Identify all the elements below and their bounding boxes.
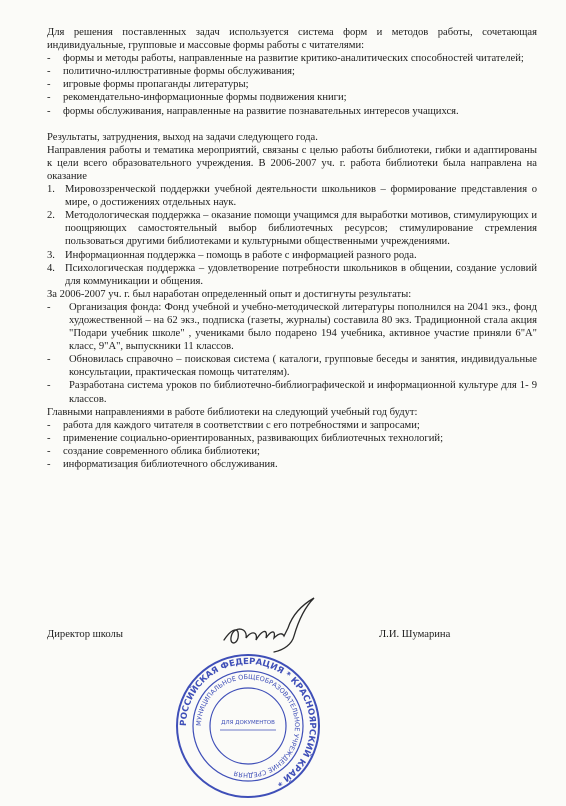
list-text: Психологическая поддержка – удовлетворение потребности школьников в общении, создание условий для коммуникации и общения. [65, 262, 537, 287]
list-item: - работа для каждого читателя в соответствии с его потребностями и запросами; [47, 419, 537, 432]
stamp-outer-text: РОССИЙСКАЯ ФЕДЕРАЦИЯ * КРАСНОЯРСКИЙ КРАЙ * [178, 656, 318, 788]
directions-list [47, 183, 537, 288]
signature-stroke [224, 598, 314, 652]
list-text: Мировоззренческой поддержки учебной деятельности школьников – формирование представления о мире, о достижениях отдельных наук. [65, 184, 537, 209]
list-number: 1. [47, 184, 55, 196]
list-text: Информационная поддержка – помощь в работе с информацией разного рода. [65, 249, 417, 261]
list-item: - формы обслуживания, направленные на развитие познавательных интересов учащихся. [47, 105, 537, 118]
next-year-list [47, 419, 537, 471]
official-stamp [174, 652, 322, 800]
list-item [47, 249, 537, 262]
signatory-role: Директор школы [47, 629, 123, 640]
list-number: 2. [47, 210, 55, 222]
list-number: 3. [47, 249, 55, 261]
signatory-name: Л.И. Шумарина [379, 629, 451, 640]
list-item: - Организация фонда: Фонд учебной и учебно-методической литературы пополнился на 2041 экз., фонд художественной – на 62 экз., подписка (газеты, журналы) составила 80 экз. Традиционной стала акция "Подари учебник школе" , учениками было подарено 194 учебника, активное участие приняли 6"А" класс, 9"А", выпускники 11 классов. [47, 301, 537, 353]
forms-list [47, 52, 537, 117]
list-item: - формы и методы работы, направленные на развитие критико-аналитических способностей читателей; [47, 52, 537, 65]
experience-intro: За 2006-2007 уч. г. был наработан определенный опыт и достигнуты результаты: [47, 288, 412, 300]
list-item: - создание современного облика библиотеки; [47, 445, 537, 458]
list-item [47, 183, 537, 209]
list-item: - Разработана система уроков по библиотечно-библиографической и информационной культуре для 1- 9 классов. [47, 379, 537, 405]
list-item: - политично-иллюстративные формы обслуживания; [47, 65, 537, 78]
results-heading: Результаты, затруднения, выход на задачи следующего года. [47, 131, 318, 143]
stamp-center-text: ДЛЯ ДОКУМЕНТОВ [221, 720, 275, 726]
list-item: - информатизация библиотечного обслуживания. [47, 458, 537, 471]
list-number: 4. [47, 262, 55, 274]
list-item: - Обновилась справочно – поисковая система ( каталоги, групповые беседы и занятия, индивидуальные консультации, практическая помощь читателям). [47, 353, 537, 379]
stamp-inner-text: МУНИЦИПАЛЬНОЕ ОБЩЕОБРАЗОВАТЕЛЬНОЕ УЧРЕЖДЕНИЕ СРЕДНЯЯ [194, 672, 302, 780]
list-text: Методологическая поддержка – оказание помощи учащимся для выработки мотивов, стимулирующих и поощряющих самостоятельный выбор библиотечных ресурсов; стимулирование стремления пользоваться другими библиотеками и культурными общественными учреждениями. [65, 210, 537, 248]
list-item [47, 209, 537, 248]
experience-list [47, 301, 537, 406]
directions-intro: Направления работы и тематика мероприятий, связаны с целью работы библиотеки, гибки и адаптированы к цели всего образовательного учреждения. В 2006-2007 уч. г. работа библиотеки была направлена на оказание [47, 144, 537, 182]
list-item: - игровые формы пропаганды литературы; [47, 78, 537, 91]
list-item [47, 262, 537, 288]
list-item: - рекомендательно-информационные формы подвижения книги; [47, 91, 537, 104]
handwritten-signature [218, 588, 328, 658]
next-year-intro: Главными направлениями в работе библиотеки на следующий учебный год будут: [47, 406, 418, 418]
intro-paragraph: Для решения поставленных задач используется система форм и методов работы, сочетающая индивидуальные, групповые и массовые формы работы с читателями: [47, 27, 537, 52]
list-item: - применение социально-ориентированных, развивающих библиотечных технологий; [47, 432, 537, 445]
stamp-inner-circle [210, 688, 286, 764]
document-body [47, 26, 537, 471]
